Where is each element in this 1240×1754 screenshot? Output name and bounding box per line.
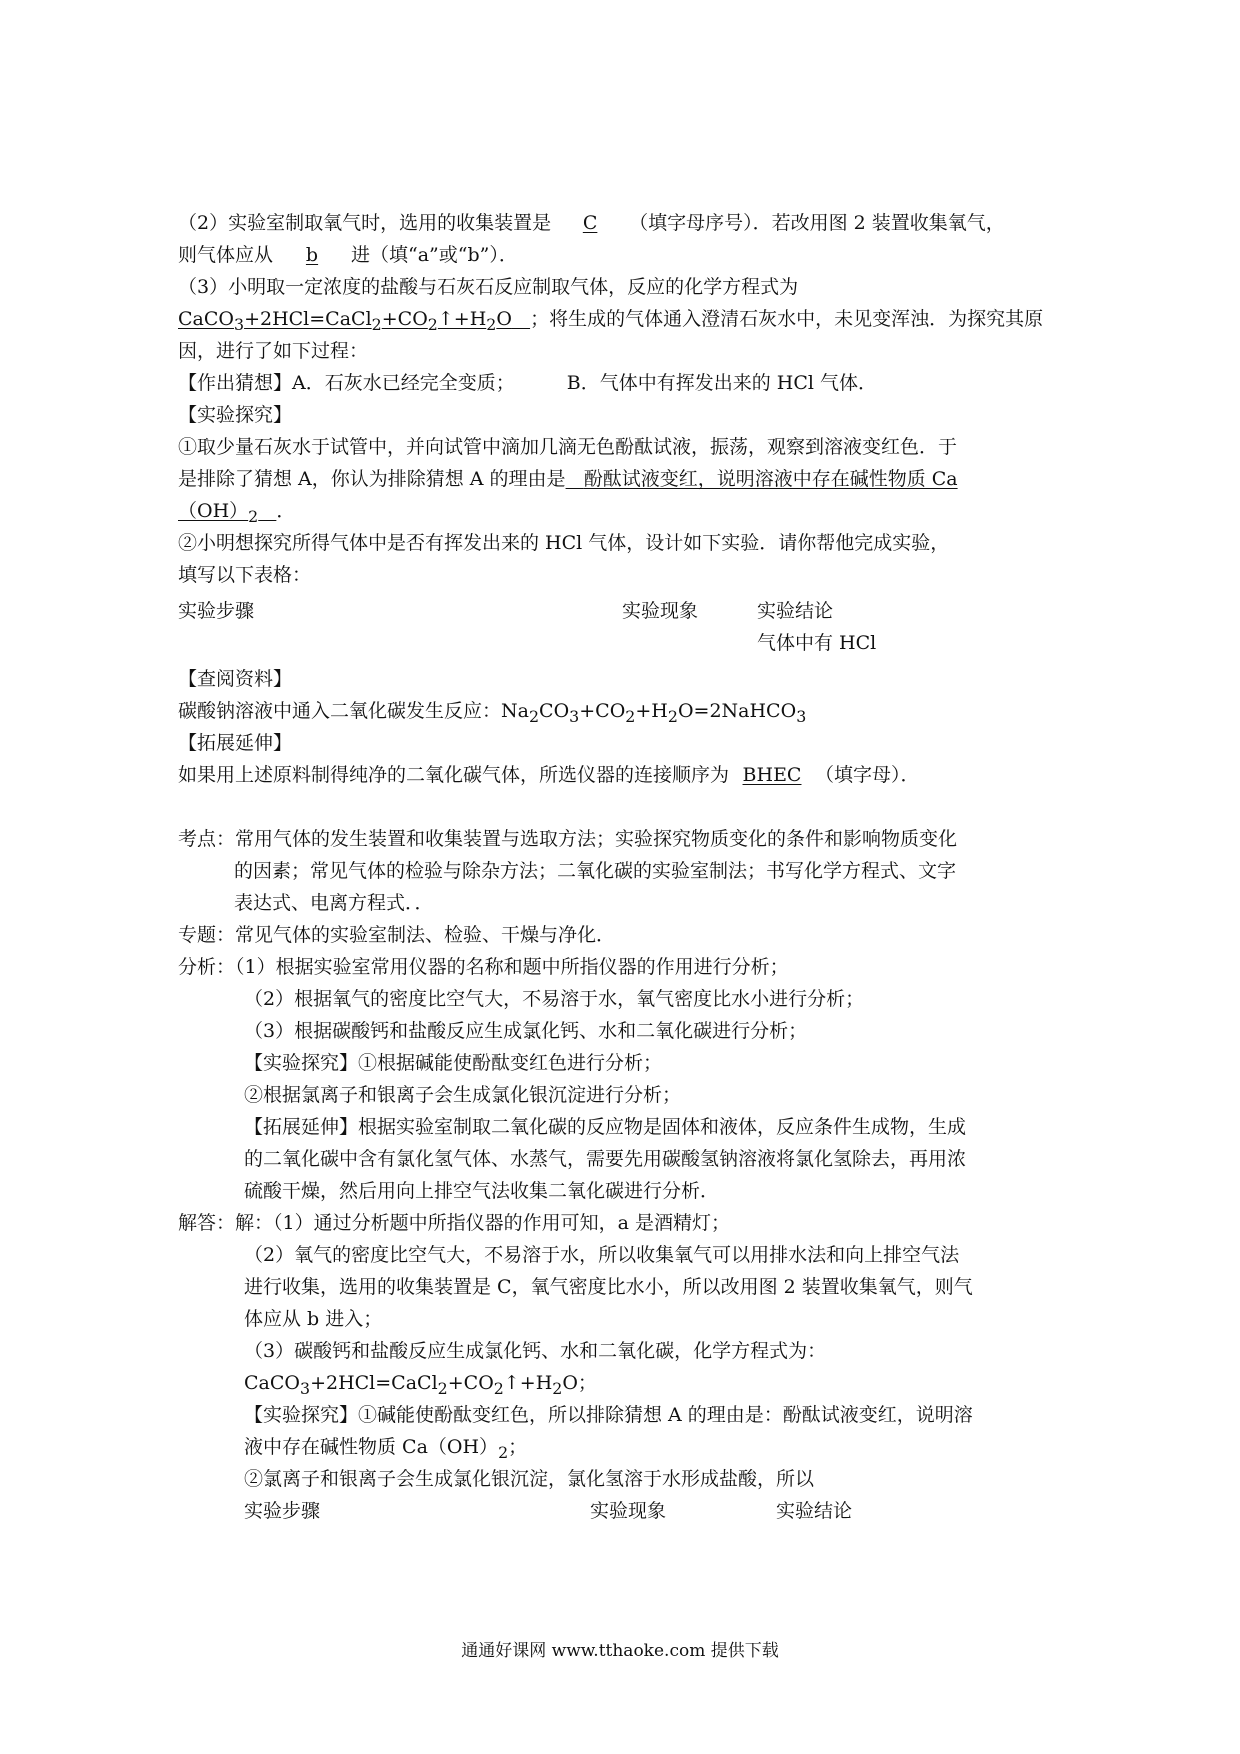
explore-p1-line-2: 是排除了猜想 A，你认为排除猜想 A 的理由是 酚酞试液变红，说明溶液中存在碱性物质 Ca [178, 468, 958, 490]
answer-reason: 酚酞试液变红，说明溶液中存在碱性物质 Ca [583, 468, 958, 490]
table2-header-phenomenon: 实验现象 [590, 1500, 667, 1522]
jieda-line-9: ②氯离子和银离子会生成氯化银沉淀，氯化氢溶于水形成盐酸，所以 [244, 1468, 815, 1490]
q2-line-1 [178, 210, 1005, 236]
answer-blank-start [798, 274, 828, 300]
q2-text: （2）实验室制取氧气时，选用的收集装置是 [178, 212, 552, 234]
guess-heading: 【作出猜想】 [178, 372, 293, 394]
page-footer: 通通好课网 www.tthaoke.com 提供下载 [461, 1641, 779, 1661]
table1-header-phenomenon: 实验现象 [622, 600, 699, 622]
jieda-line-1: 解答：解：（1）通过分析题中所指仪器的作用可知，a 是酒精灯； [178, 1212, 730, 1234]
jieda-label: 解答： [178, 1212, 236, 1234]
lookup-heading: 【查阅资料】 [178, 668, 293, 690]
fenxi-line-3: （3）根据碳酸钙和盐酸反应生成氯化钙、水和二氧化碳进行分析； [244, 1020, 808, 1042]
zhuanti-label: 专题： [178, 924, 236, 946]
q2-line-2 [178, 242, 518, 268]
guess-a: A．石灰水已经完全变质； [292, 372, 515, 394]
lookup-text: 碳酸钠溶液中通入二氧化碳发生反应：$Na_2CO_3+CO_2+H_2O=2NaHCO_3$ [178, 700, 807, 726]
jieda-line-4: 体应从 b 进入； [244, 1308, 383, 1330]
answer-chemical-equation: $CaCO_3+2HCl=CaCl_2+CO_2↑+H_2O$ [178, 308, 512, 334]
q3-line-1 [178, 274, 828, 300]
guess-section [178, 370, 877, 396]
q3-text: ；将生成的气体通入澄清石灰水中，未见变浑浊．为探究其原 [530, 308, 1044, 330]
jieda-line-7: 【实验探究】①碱能使酚酞变红色，所以排除猜想 A 的理由是：酚酞试液变红，说明溶 [244, 1404, 973, 1426]
q3-text: （3）小明取一定浓度的盐酸与石灰石反应制取气体，反应的化学方程式为 [178, 276, 799, 298]
guess-b: B．气体中有挥发出来的 HCl 气体． [566, 372, 877, 394]
kaodian-label: 考点： [178, 828, 236, 850]
q2-text: 进（填“a”或“b”）． [351, 244, 518, 266]
fenxi-line-5: ②根据氯离子和银离子会生成氯化银沉淀进行分析； [244, 1084, 682, 1106]
table2-header-steps: 实验步骤 [244, 1500, 321, 1522]
q3-line-3: 因，进行了如下过程： [178, 340, 369, 362]
fenxi-line-8: 硫酸干燥，然后用向上排空气法收集二氧化碳进行分析． [244, 1180, 720, 1202]
answer-collect-device: C [582, 212, 598, 234]
q2-text: （填字母序号）．若改用图 2 装置收集氧气， [629, 212, 1005, 234]
answer-reason-cont: $(OH)_2$ [178, 500, 259, 526]
jieda-line-5: （3）碳酸钙和盐酸反应生成氯化钙、水和二氧化碳，化学方程式为： [244, 1340, 827, 1362]
explore-p2-line-2: 填写以下表格： [178, 564, 312, 586]
fenxi-line-1: 分析：（1）根据实验室常用仪器的名称和题中所指仪器的作用进行分析； [178, 956, 789, 978]
explore-p1-line-1: ①取少量石灰水于试管中，并向试管中滴加几滴无色酚酞试液，振荡，观察到溶液变红色．于 [178, 436, 958, 458]
table1-cell-conclusion: 气体中有 HCl [757, 632, 877, 654]
explore-p2-line-1: ②小明想探究所得气体中是否有挥发出来的 HCl 气体，设计如下实验．请你帮他完成实验， [178, 532, 950, 554]
answer-gas-inlet: b [305, 244, 319, 266]
fenxi-line-4: 【实验探究】①根据碱能使酚酞变红色进行分析； [244, 1052, 663, 1074]
kaodian-line-1: 考点：常用气体的发生装置和收集装置与选取方法；实验探究物质变化的条件和影响物质变化 [178, 828, 958, 850]
zhuanti-line: 专题：常见气体的实验室制法、检验、干燥与净化． [178, 924, 616, 946]
kaodian-line-3: 表达式、电离方程式．． [234, 892, 434, 914]
q3-line-2 [178, 306, 1043, 338]
extend-heading: 【拓展延伸】 [178, 732, 293, 754]
jieda-equation: $CaCO_3+2HCl=CaCl_2+CO_2↑+H_2O$； [244, 1372, 597, 1398]
answer-connection-order: BHEC [742, 764, 802, 786]
jieda-line-8: 液中存在碱性物质 $Ca(OH)_2$； [244, 1436, 528, 1462]
fenxi-line-7: 的二氧化碳中含有氯化氢气体、水蒸气，需要先用碳酸氢钠溶液将氯化氢除去，再用浓 [244, 1148, 967, 1170]
fenxi-line-2: （2）根据氧气的密度比空气大，不易溶于水，氧气密度比水小进行分析； [244, 988, 865, 1010]
table1-header-steps: 实验步骤 [178, 600, 255, 622]
fenxi-label: 分析： [178, 956, 236, 978]
kaodian-line-2: 的因素；常见气体的检验与除杂方法；二氧化碳的实验室制法；书写化学方程式、文字 [234, 860, 957, 882]
jieda-line-2: （2）氧气的密度比空气大，不易溶于水，所以收集氧气可以用排水法和向上排空气法 [244, 1244, 960, 1266]
explore-heading: 【实验探究】 [178, 404, 293, 426]
table1-header-conclusion: 实验结论 [757, 600, 834, 622]
jieda-line-3: 进行收集，选用的收集装置是 C，氧气密度比水小，所以改用图 2 装置收集氧气，则气 [244, 1276, 973, 1298]
fenxi-line-6: 【拓展延伸】根据实验室制取二氧化碳的反应物是固体和液体，反应条件生成物，生成 [244, 1116, 967, 1138]
table2-header-conclusion: 实验结论 [776, 1500, 853, 1522]
q2-text: 则气体应从 [178, 244, 274, 266]
explore-p1-line-3: $(OH)_2$ ． [178, 500, 296, 526]
extend-text: 如果用上述原料制得纯净的二氧化碳气体，所选仪器的连接顺序为 BHEC （填字母）． [178, 764, 920, 786]
